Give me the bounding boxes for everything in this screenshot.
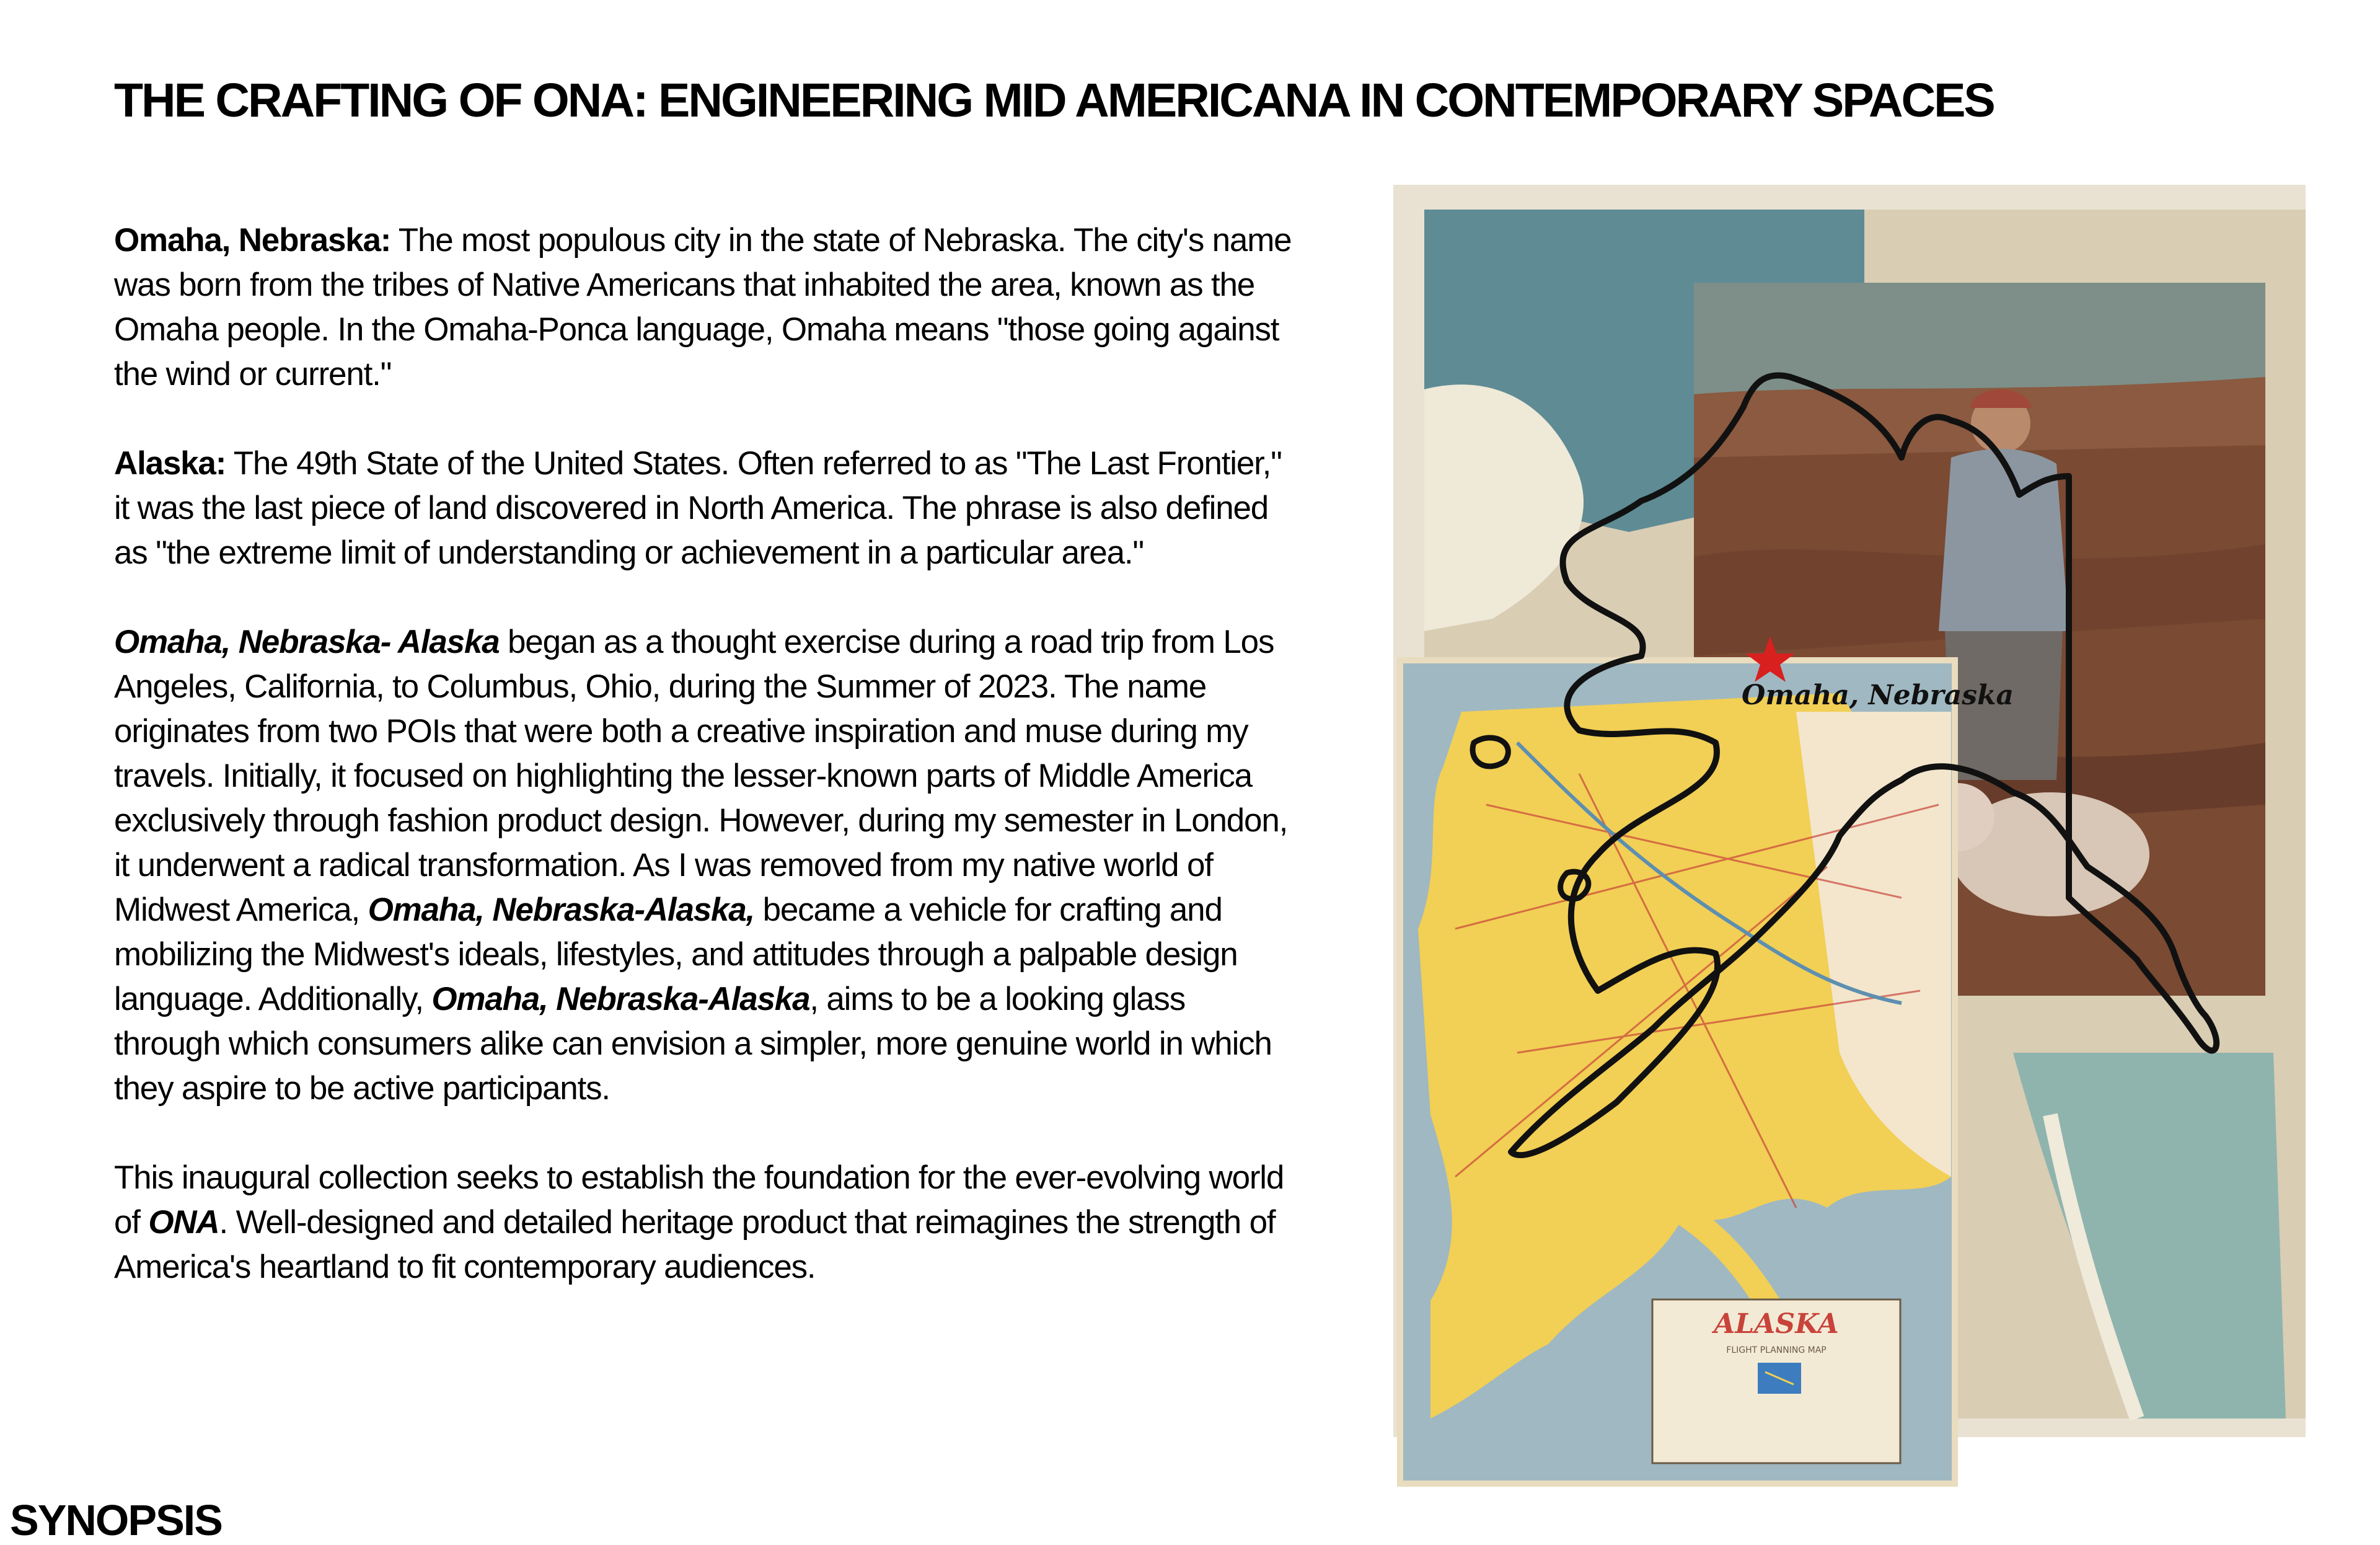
project-text: , aims to be a looking glass through which consumers alike can envision a simpler, more genuine world in which they aspire to be active participants. [114, 981, 1272, 1107]
project-text: became a vehicle for crafting and mobilizing the Midwest's ideals, lifestyles, and attitudes through a palpable design language. Additionally, [114, 892, 1238, 1017]
collection-text: This inaugural collection seeks to establish the foundation for the ever-evolving world of [114, 1159, 1284, 1241]
project-name: Omaha, Nebraska- Alaska [114, 624, 500, 660]
map-subtitle: FLIGHT PLANNING MAP [1726, 1345, 1827, 1355]
collection-paragraph [114, 1156, 1292, 1290]
collage-svg [1393, 185, 2306, 1487]
page-title: THE CRAFTING OF ONA: ENGINEERING MID AMERICANA IN CONTEMPORARY SPACES [114, 74, 1994, 127]
project-name: Omaha, Nebraska-Alaska [431, 981, 810, 1017]
alaska-definition: The 49th State of the United States. Often referred to as "The Last Frontier," it was the last piece of land discovered in North America. The phrase is also defined as "the extreme limit of understanding or achievement in a particular area." [114, 445, 1282, 571]
omaha-definition: The most populous city in the state of Nebraska. The city's name was born from the tribes of Native Americans that inhabited the area, known as the Omaha people. In the Omaha-Ponca language, Omaha means "those going against the wind or current." [114, 222, 1292, 392]
omaha-term: Omaha, Nebraska: [114, 222, 391, 259]
section-label: SYNOPSIS [10, 1496, 222, 1544]
synopsis-body [114, 218, 1292, 1334]
omaha-map-label: Omaha, Nebraska [1742, 680, 2014, 711]
project-paragraph [114, 620, 1292, 1111]
alaska-term: Alaska: [114, 445, 226, 482]
alaska-map [1397, 657, 1958, 1487]
project-name: Omaha, Nebraska-Alaska, [368, 892, 755, 928]
project-text: began as a thought exercise during a road trip from Los Angeles, California, to Columbus, Ohio, during the Summer of 2023. The name originates from two POIs that were both a creative inspiration and muse during my travels. Initially, it focused on highlighting the lesser-known parts of Middle America exclusively through fashion product design. However, during my semester in London, it underwent a radical transformation. As I was removed from my native world of Midwest America, [114, 624, 1288, 928]
alaska-definition-paragraph [114, 441, 1292, 575]
brand-name: ONA [148, 1204, 219, 1241]
collage-image [1393, 185, 2306, 1487]
omaha-definition-paragraph [114, 218, 1292, 397]
collection-text: . Well-designed and detailed heritage product that reimagines the strength of America's heartland to fit contemporary audiences. [114, 1204, 1276, 1285]
map-title: ALASKA [1714, 1308, 1839, 1340]
